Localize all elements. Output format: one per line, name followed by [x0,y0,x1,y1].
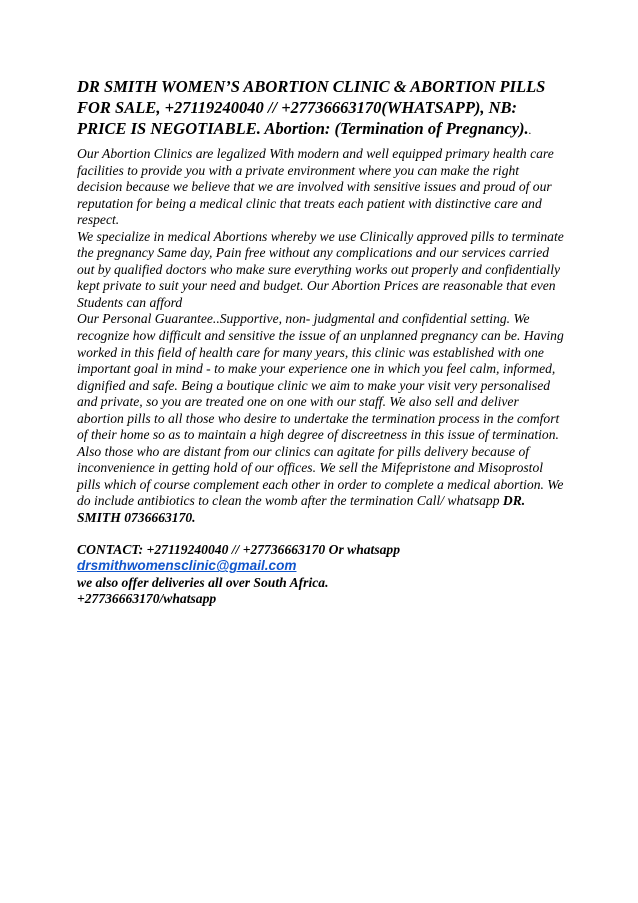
guarantee-text: Our Personal Guarantee..Supportive, non- judgmental and confidential setting. We recognize how difficult and sensitive the issue of an unplanned pregnancy can be. Having worked in this field of health care for many years, this clinic was established with one important goal in mind - to make your experience one in which you feel calm, informed, dignified and safe. Being a boutique clinic we aim to make your visit very personalised and private, so you are treated one on one with our staff. We also sell and deliver abortion pills to all those who desire to undertake the termination process in the comfort of their home so as to maintain a high degree of discreetness in this issue of termination. Also those who are distant from our clinics can agitate for pills delivery because of inconvenience in getting hold of our offices. We sell the Mifepristone and Misoprostol pills which of course complement each other in order to complete a medical abortion. We do include antibiotics to clean the womb after the termination Call/ whatsapp [77,311,564,509]
body-paragraph-intro: Our Abortion Clinics are legalized With modern and well equipped primary health care facilities to provide you with a private environment where you can make the right decision because we believe that we are involved with sensitive issues and proud of our reputation for being a medical clinic that treats each patient with distinctive care and respect. [77,146,554,228]
title-suffix: . [528,123,532,137]
body-paragraph-guarantee [77,311,566,526]
email-link[interactable]: drsmithwomensclinic@gmail.com [77,558,297,574]
document-title [77,76,566,141]
body-paragraph-specialize: We specialize in medical Abortions whereby we use Clinically approved pills to terminate the pregnancy Same day, Pain free without any complications and our services carried out by qualified doctors who make sure everything works out properly and confidentially kept private to suit your need and budget. Our Abortion Prices are reasonable that even Students can afford [77,228,564,310]
whatsapp-line: +27736663170/whatsapp [77,591,217,607]
title-text: DR SMITH WOMEN’S ABORTION CLINIC & ABORTION PILLS FOR SALE, +27119240040 // +27736663170(WHATSAPP), NB: PRICE IS NEGOTIABLE. Abortion: (Termination of Pregnancy). [77,77,546,138]
contact-line: CONTACT: +27119240040 // +27736663170 Or whatsapp [77,541,401,557]
call-name: DR. SMITH 0736663170. [77,493,526,526]
delivery-line: we also offer deliveries all over South Africa. [77,574,329,590]
contact-block [77,542,566,608]
